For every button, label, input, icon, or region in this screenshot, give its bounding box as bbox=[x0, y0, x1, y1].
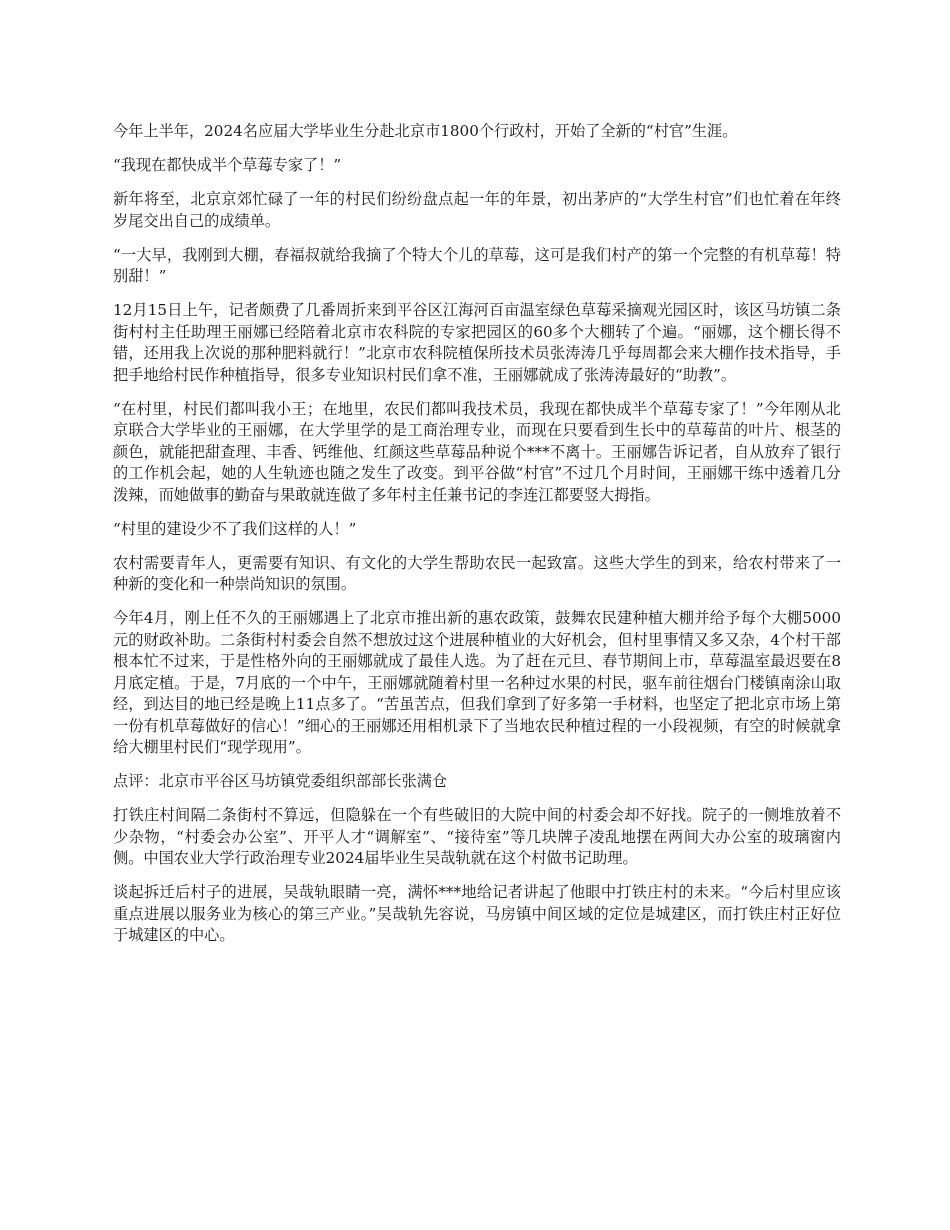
subheading-strawberry-expert: “我现在都快成半个草莓专家了！” bbox=[113, 156, 342, 174]
paragraph-quote: “一大早，我刚到大棚，春福叔就给我摘了个特大个儿的草莓，这可是我们村产的第一个完整的有机草莓！特别甜！” bbox=[113, 245, 841, 285]
paragraph: “在村里，村民们都叫我小王；在地里，农民们都叫我技术员，我现在都快成半个草莓专家了！”今年刚从北京联合大学毕业的王丽娜，在大学里学的是工商治理专业，而现在只要看到生长中的草莓苗的叶片、根茎的颜色，就能把甜查理、丰香、钙维他、红颜这些草莓品种说个***不离十。王丽娜告诉记者，自从放弃了银行的工作机会起，她的人生轨迹也随之发生了改变。到平谷做“村官”不过几个月时间，王丽娜干练中透着几分泼辣，而她做事的勤奋与果敢就连做了多年村主任兼书记的李连江都要竖大拇指。 bbox=[113, 399, 841, 504]
paragraph: 农村需要青年人，更需要有知识、有文化的大学生帮助农民一起致富。这些大学生的到来，给农村带来了一种新的变化和一种崇尚知识的氛围。 bbox=[113, 553, 841, 593]
subheading-village-construction: “村里的建设少不了我们这样的人！” bbox=[113, 519, 357, 538]
paragraph: 新年将至，北京京郊忙碌了一年的村民们纷纷盘点起一年的年景，初出茅庐的“大学生村官”们也忙着在年终岁尾交出自己的成绩单。 bbox=[113, 190, 841, 230]
document-body bbox=[113, 121, 841, 959]
paragraph: 今年4月，刚上任不久的王丽娜遇上了北京市推出新的惠农政策，鼓舞农民建种植大棚并给予每个大棚5000元的财政补助。二条街村村委会自然不想放过这个进展种植业的大好机会，但村里事情又多又杂，4个村干部根本忙不过来，于是性格外向的王丽娜就成了最佳人选。为了赶在元旦、春节期间上市，草莓温室最迟要在8月底定植。于是，7月底的一个中午，王丽娜就随着村里一名种过水果的村民，驱车前往烟台门楼镇南涂山取经，到达目的地已经是晚上11点多了。“苦虽苦点，但我们拿到了好多第一手材料，也坚定了把北京市场上第一份有机草莓做好的信心！”细心的王丽娜还用相机录下了当地农民种植过程的一小段视频，有空的时候就拿给大棚里村民们“现学现用”。 bbox=[113, 609, 841, 756]
paragraph-intro: 今年上半年，2024名应届大学毕业生分赴北京市1800个行政村，开始了全新的“村官”生涯。 bbox=[113, 122, 738, 140]
paragraph: 打铁庄村间隔二条街村不算远，但隐躲在一个有些破旧的大院中间的村委会却不好找。院子的一侧堆放着不少杂物，“村委会办公室”、开平人才“调解室”、“接待室”等几块牌子凌乱地摆在两间大办公室的玻璃窗内侧。中国农业大学行政治理专业2024届毕业生吴哉轨就在这个村做书记助理。 bbox=[113, 806, 841, 867]
paragraph: 谈起拆迁后村子的进展，吴哉轨眼睛一亮，满怀***地给记者讲起了他眼中打铁庄村的未来。“今后村里应该重点进展以服务业为核心的第三产业。”吴哉轨先容说，马房镇中间区域的定位是城建区，而打铁庄村正好位于城建区的中心。 bbox=[113, 883, 841, 944]
paragraph: 12月15日上午，记者颇费了几番周折来到平谷区江海河百亩温室绿色草莓采摘观光园区时，该区马坊镇二条街村村主任助理王丽娜已经陪着北京市农科院的专家把园区的60多个大棚转了个遍。“丽娜，这个棚长得不错，还用我上次说的那种肥料就行！”北京市农科院植保所技术员张涛涛几乎每周都会来大棚作技术指导，手把手地给村民作种植指导，很多专业知识村民们拿不准，王丽娜就成了张涛涛最好的“助教”。 bbox=[113, 301, 841, 384]
commentary-line: 点评：北京市平谷区马坊镇党委组织部部长张满仓 bbox=[113, 772, 448, 790]
